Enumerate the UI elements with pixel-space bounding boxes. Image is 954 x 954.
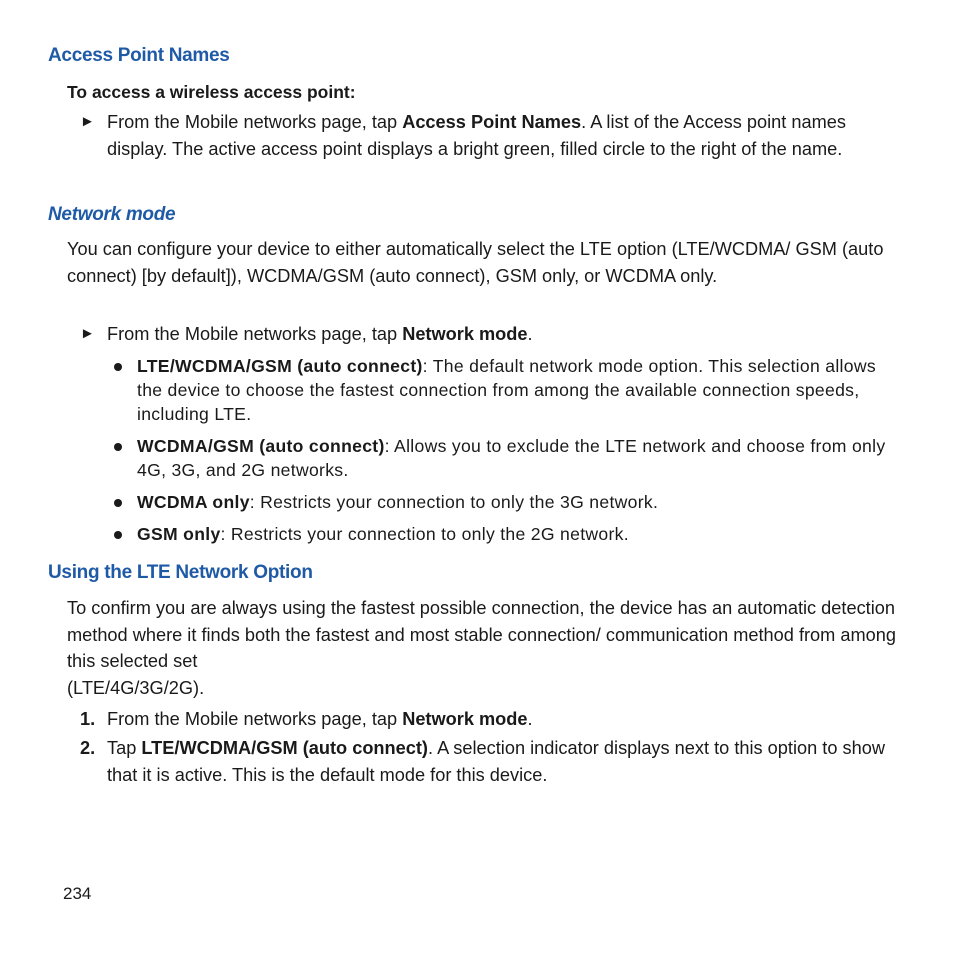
numbered-step-2 [80, 735, 902, 788]
page-number: 234 [63, 884, 92, 903]
lte-intro-line1: To confirm you are always using the fastest possible connection, the device has an automatic detection method where it finds both the fastest and most stable connection/ communication method from among this selected set [67, 598, 896, 671]
section-heading-access-point-names: Access Point Names [48, 45, 230, 66]
list-item-wcdma-gsm [114, 434, 902, 482]
step-text [107, 321, 902, 348]
list-item-lte-wcdma-gsm [114, 354, 902, 426]
list-item-gsm-only [114, 522, 902, 546]
section-heading-network-mode: Network mode [48, 204, 176, 225]
lte-intro [67, 595, 902, 701]
bullet-dot-icon [114, 363, 122, 371]
arrow-bullet-icon: ► [80, 325, 95, 342]
step-text [107, 735, 902, 788]
step-text-post: . A selection indicator displays next to this option to show that it is active. This is the default mode for this device. [107, 738, 885, 785]
list-item-bold: GSM only [137, 524, 221, 544]
arrow-bullet-icon: ► [80, 113, 95, 130]
list-item-text [137, 490, 902, 514]
list-item-text [137, 434, 902, 482]
step-text-post: . A list of the Access point names display. The active access point displays a bright green, filled circle to the right of the name. [107, 112, 846, 159]
step-number: 2. [80, 738, 96, 758]
numbered-step-1 [80, 706, 902, 733]
step-text-bold: LTE/WCDMA/GSM (auto connect) [141, 738, 428, 758]
list-item-bold: WCDMA/GSM (auto connect) [137, 436, 385, 456]
step-number: 1. [80, 709, 96, 729]
list-item-bold: WCDMA only [137, 492, 250, 512]
list-item-bold: LTE/WCDMA/GSM (auto connect) [137, 356, 423, 376]
list-item-text [137, 522, 902, 546]
step-access-point-names [80, 109, 902, 162]
list-item-desc: : Allows you to exclude the LTE network and choose from only 4G, 3G, and 2G networks. [137, 436, 886, 480]
section-heading-using-lte: Using the LTE Network Option [48, 562, 313, 583]
step-text-pre: From the Mobile networks page, tap [107, 709, 403, 729]
step-text-post: . [527, 324, 533, 344]
list-item-desc: : Restricts your connection to only the 2G network. [220, 524, 629, 544]
list-item-desc: : The default network mode option. This selection allows the device to choose the fastest connection from among the available connection speeds, including LTE. [137, 356, 876, 424]
list-item-wcdma-only [114, 490, 902, 514]
network-mode-intro: You can configure your device to either automatically select the LTE option (LTE/WCDMA/ GSM (auto connect) [by default]), WCDMA/GSM (auto connect), GSM only, or WCDMA only. [67, 239, 884, 286]
step-text [107, 109, 902, 162]
lte-intro-line2: (LTE/4G/3G/2G). [67, 677, 205, 698]
step-text-pre: From the Mobile networks page, tap [107, 324, 403, 344]
bullet-dot-icon [114, 531, 122, 539]
step-text-pre: Tap [107, 738, 142, 758]
list-item-desc: : Restricts your connection to only the 3G network. [249, 492, 659, 512]
step-text-bold: Network mode [402, 709, 528, 729]
step-text-bold: Access Point Names [402, 112, 582, 132]
step-text-pre: From the Mobile networks page, tap [107, 112, 403, 132]
step-network-mode [80, 321, 902, 348]
bullet-dot-icon [114, 443, 122, 451]
list-item-text [137, 354, 902, 426]
step-text [107, 706, 902, 733]
bullet-dot-icon [114, 499, 122, 507]
subheading-access-wireless: To access a wireless access point: [67, 82, 356, 102]
step-text-post: . [527, 709, 533, 729]
step-text-bold: Network mode [402, 324, 528, 344]
